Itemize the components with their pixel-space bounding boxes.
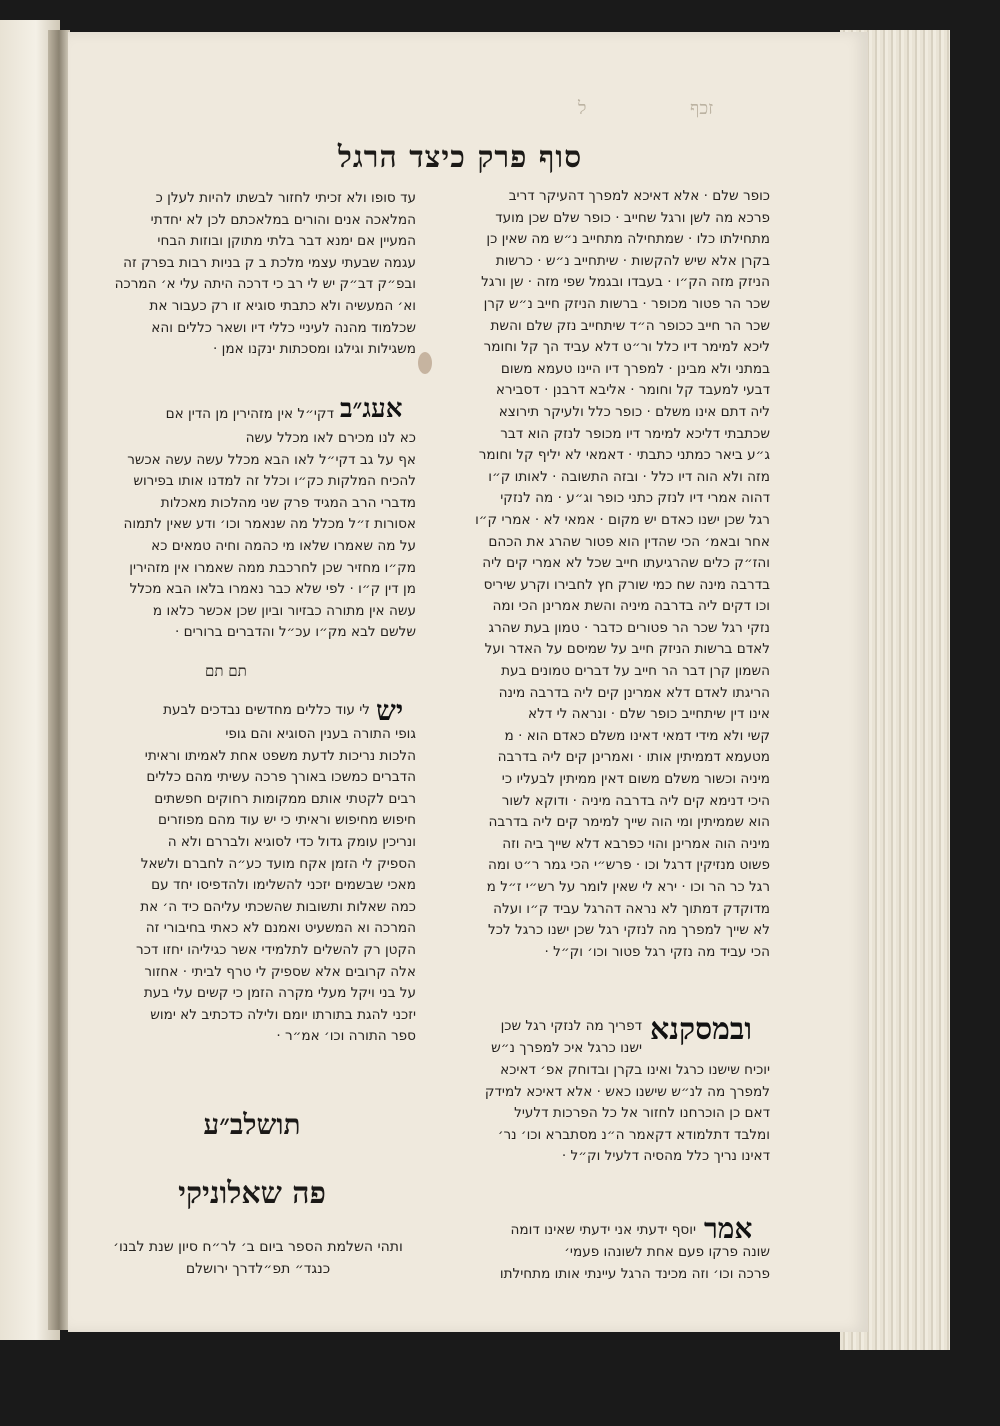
text-line: למפרך מה לנ״ש שישנו כאש · אלא דאיכא למידק xyxy=(484,1083,770,1100)
section-b-opening: דקי״ל אין מזהירין מן הדין אם xyxy=(165,406,334,422)
amar-opening: יוסף ידעתי אני ידעתי שאינו דומה xyxy=(510,1222,696,1238)
text-line: חיפוש מחיפוש וראיתי כי יש עוד מהם מפוזרים xyxy=(158,812,416,829)
book-spine xyxy=(48,30,70,1330)
text-line: עד סופו ולא זכיתי לחזור לבשתו להיות לעלן כ xyxy=(155,190,416,206)
text-line: והז״ק כלים שהרגיעתו חייב שכל לא אמרי קים ליה xyxy=(482,555,770,572)
text-line: בדרבה מינה שח כמי שורק חץ לחבירו וקרע שיריס xyxy=(483,576,770,593)
text-line: מק״ו מחזיר שכן לחרכבת ממה שאמרו אין מזהירין xyxy=(129,559,416,576)
text-line: רגל שכן ישנו כאדם יש מקום · אמאי לא · אמרי ק״ו xyxy=(475,511,770,528)
text-line: יזכני להגת בתורתו יומם ולילה כדכתיב לא ימוש xyxy=(150,1006,416,1023)
text-line: ותהי השלמת הספר ביום ב׳ לר״ח סיון שנת לבנו׳ xyxy=(113,1239,403,1255)
text-line: מדברי הרב המגיד פרק שני מהלכות מאכלות xyxy=(160,494,416,511)
section-head-amar: אמר xyxy=(704,1212,753,1245)
text-line: מטעמא דממיתין אותו · ואמרינן קים ליה בדרבה xyxy=(497,749,770,766)
text-line: ספר התורה וכו׳ אמ״ר · xyxy=(276,1028,416,1045)
text-line: ליה דתם אינו משלם · כופר כלל ולעיקר תירוצא xyxy=(498,403,770,420)
text-line: לא שייך למפרך מה לנזקי רגל שכן ישנו כרגל לכל xyxy=(488,922,770,939)
text-line: על מה שאמרו שלאו מי כהמה וחיה טמאים כא xyxy=(151,537,416,554)
text-line: וכו דקים ליה בדרבה מיניה והשת אמרינן הכי ומה xyxy=(492,598,770,615)
section-head-yesh: יש xyxy=(376,694,404,727)
text-line: אלה קרובים אלא שספיק לי טרף לביתי · אחזור xyxy=(144,963,416,980)
text-line: רבים לקטתי אותם ממקומות רחוקים חפשתים xyxy=(154,790,416,807)
text-line: המלאכה אנים והורים במלאכתם לכן לא יחדתי xyxy=(150,211,416,228)
text-line: הכי עביד מה נזקי רגל פטור וכו׳ וק״ל · xyxy=(544,943,770,960)
text-line: כמה שאלות ותשובות שהשכתי עליהם כיד ה׳ את xyxy=(140,898,416,915)
section-c-body xyxy=(88,724,416,1048)
text-line: השמון קרן דבר הר חייב על דברים טמונים בעת xyxy=(501,663,770,680)
text-line: דפריך מה לנזקי רגל שכן xyxy=(500,1018,642,1034)
marginal-mark: זכף xyxy=(690,98,714,119)
text-line: וא׳ המעשיה ולא כתבתי סוגיא זו רק כעבור את xyxy=(149,297,416,314)
text-line: פרכה וכו׳ וזה מכינד הרגל עיינתי אותו מתחילתו xyxy=(499,1265,770,1282)
text-line: מן דין ק״ו · לפי שלא כבר נאמרו בלאו הבא מכלל xyxy=(129,581,416,598)
colophon-text xyxy=(98,1236,418,1280)
text-line: ומלבד דתלמודא דקאמר ה״נ מסתברא וכו׳ נר׳ xyxy=(497,1126,770,1143)
text-line: מאכי שבשמים יזכני להשלימו ולהדפיסו יחד עם xyxy=(151,877,416,894)
text-line: מיניה הוה אמרינן והוי כפרבא דלא שייך ביה וזה xyxy=(502,835,770,852)
ink-stain xyxy=(418,352,432,374)
text-line: פשוט מנזיקין דרגל וכו · פרש״י הכי גמר ר״ט ומה xyxy=(488,857,770,874)
section-head-ubemaskana: ובמסקנא xyxy=(650,1012,753,1047)
ubemaskana-body xyxy=(432,1060,770,1168)
text-line: הריגתו לאדם דלא אמרינן קים ליה בדרבה מינה xyxy=(498,684,770,701)
text-line: ובפ״ק דב״ק יש לי רב כי דרכה היתה עלי א׳ המרכה xyxy=(114,276,416,293)
text-line: שכתבתי דליכא למימר דיו מכופר לנזק הוא דבר xyxy=(500,425,770,442)
text-line: שכלמוד מהנה לעיניי כללי דיו ושאר כללים והא xyxy=(151,319,416,336)
text-line: אחר ובאמ׳ הכי שהדין הוא פטור שהרג את הכהם xyxy=(488,533,770,550)
text-line: עגמה שבעתי עצמי מלכת ב ק בניות רבות בפרק זה xyxy=(123,254,416,271)
text-line: כא לנו מכירם לאו מכלל עשה xyxy=(245,430,416,446)
text-line: אינו דין שיתחייב כופר שלם · ונראה לי דלא xyxy=(528,706,770,723)
ubemaskana-opening xyxy=(432,1016,642,1059)
text-line: במתני ולא מבינן · למפרך דיו היינו טעמא משום xyxy=(500,360,770,377)
end-mark: תם תם xyxy=(205,662,247,680)
text-line: גופי התורה בענין הסוגיא והם גופי xyxy=(225,726,416,742)
text-line: משגילות וגילגו ומסכתות ינקנו אמן · xyxy=(213,341,416,358)
text-line: בקרן אלא שיש להקשות · שיתחייב נ״ש · כרשות xyxy=(495,252,770,269)
text-line: כנגד״ תפ״לדרך ירושלם xyxy=(185,1261,331,1277)
text-line: דאינו נריך כלל מהסיה דלעיל וק״ל · xyxy=(561,1148,770,1165)
text-line: מתחילתו כלו · שמתחילה מתחייב נ״ש מה שאין כן xyxy=(486,231,770,248)
text-line: מיניה וכשור משלם משום דאין ממיתין לבעליו כי xyxy=(501,771,770,788)
left-top-paragraph xyxy=(88,188,416,361)
amar-body xyxy=(432,1242,770,1285)
text-line: הניזק מזה הק״ו · בעבדו ובגמל שפי מזה · שן ורגל xyxy=(481,274,770,291)
text-line: כופר שלם · אלא דאיכא למפרך דהעיקר דריב xyxy=(508,188,770,204)
text-line: פרכא מה לשן ורגל שחייב · כופר שלם שכן מועד xyxy=(495,209,770,226)
text-line: רגל כר הר וכו · ירא לי שאין לומר על רש״י ז״ל מ xyxy=(486,879,770,895)
text-line: על בני ויקל מעלי מקרה הזמן כי קשים עלי בעת xyxy=(143,985,416,1002)
text-line: ג״ע ביאר כמתני כתבתי · דאמאי לא יליף קל וחומר xyxy=(478,447,770,464)
text-line: ליכא למימר דיו כלל ור״ט דלא עביד הך קל וחומר xyxy=(483,339,770,356)
colophon-place: פה שאלוניקי xyxy=(178,1176,326,1211)
text-line: עשה אין מתורה כבזיור וביון שכן אכשר כלאו מ xyxy=(152,602,416,619)
marginal-mark: ל xyxy=(578,98,587,119)
text-line: דאם כן הוכרחנו לחזור אל כל הפרכות דלעיל xyxy=(514,1105,770,1122)
text-line: הלכות נריכות לדעת משפט אחת לאמיתו וראיתי xyxy=(144,747,416,764)
text-line: קשי ולא מידי דמאי דאינו משלם כאדם הוא · מ xyxy=(504,727,770,744)
text-line: שלשם לבא מק״ו עכ״ל והדברים ברורים · xyxy=(174,624,416,641)
text-line: מדוקדק דמתוך לא נראה דהרגל עביד ק״ו ועלה xyxy=(493,900,770,917)
text-line: שכר הר פטור מכופר · ברשות הניזק חייב נ״ש קרן xyxy=(483,295,770,312)
text-line: ונריכין עומק גדול כדי לסוגיא ולבררם ולא ה xyxy=(167,833,416,850)
section-head-af-al-gav: אעג״ב xyxy=(340,394,403,424)
right-column xyxy=(432,186,770,963)
section-b-body xyxy=(88,428,416,644)
text-line: שונה פרקו פעם אחת לשונהו פעמי׳ xyxy=(564,1244,770,1260)
text-line: יוכיח שישנו כרגל ואינו בקרן ובדוחק אפ׳ דאיכא xyxy=(500,1062,770,1078)
text-line: היכי דנימא קים ליה בדרבה מיניה · ודוקא לשור xyxy=(501,792,770,809)
text-line: להכיח המלקות כק״ו וכלל זה למדנו אותו בפירוש xyxy=(133,473,416,490)
text-line: המרכה וא המשעיט ואמנם לא כאתי בחיבורי זה xyxy=(145,920,416,937)
text-line: ישנו כרגל איכ למפרך נ״ש xyxy=(491,1039,642,1056)
text-line: המעיין אם ימנא דבר בלתי מתוקן ובוזות הבחי xyxy=(157,233,416,250)
running-head: סוף פרק כיצד הרגל xyxy=(337,140,583,175)
text-line: נזקי רגל שכר הר פטורים כדבר · טמון בעת שהרג xyxy=(488,619,770,636)
text-line: דבעי למעבד קל וחומר · אליבא דרבנן · דסבירא xyxy=(495,382,770,399)
text-line: הוא שממיתין ומי הוה שייך למימר קים ליה בדרבה xyxy=(488,814,770,831)
section-c-opening: לי עוד כללים מחדשים נבדכים לבעת xyxy=(163,702,370,718)
text-line: הדברים כמשכו באורך פרכה עשיתי מהם כללים xyxy=(146,769,416,786)
text-line: הספיק לי הזמן אקח מועד כע״ה לחברם ולשאל xyxy=(140,855,416,872)
colophon-year: תושלב״ע xyxy=(203,1108,301,1141)
text-line: אף על גב דקי״ל לאו הבא מכלל עשה עשה אכשר xyxy=(127,451,416,468)
text-line: לאדם ברשות הניזק חייב על שמיסם על האדר ועל xyxy=(484,641,770,658)
text-line: אסורות ז״ל מכלל מה שנאמר וכו׳ ודע שאין לתמוה xyxy=(123,516,416,533)
text-line: שכר הר חייב ככופר ה״ד שיתחייב נזק שלם והשת xyxy=(490,317,770,334)
text-line: דהוה אמרי דיו לנזק כתני כופר וג״ע · מה לנזקי xyxy=(500,490,770,507)
text-line: הקטן רק להשלים לתלמידי אשר כגיליהו יחזו דכר xyxy=(136,941,416,958)
text-line: מזה ולא הוה דיו כלל · ובזה התשובה · לאותו ק״ו xyxy=(488,468,770,485)
